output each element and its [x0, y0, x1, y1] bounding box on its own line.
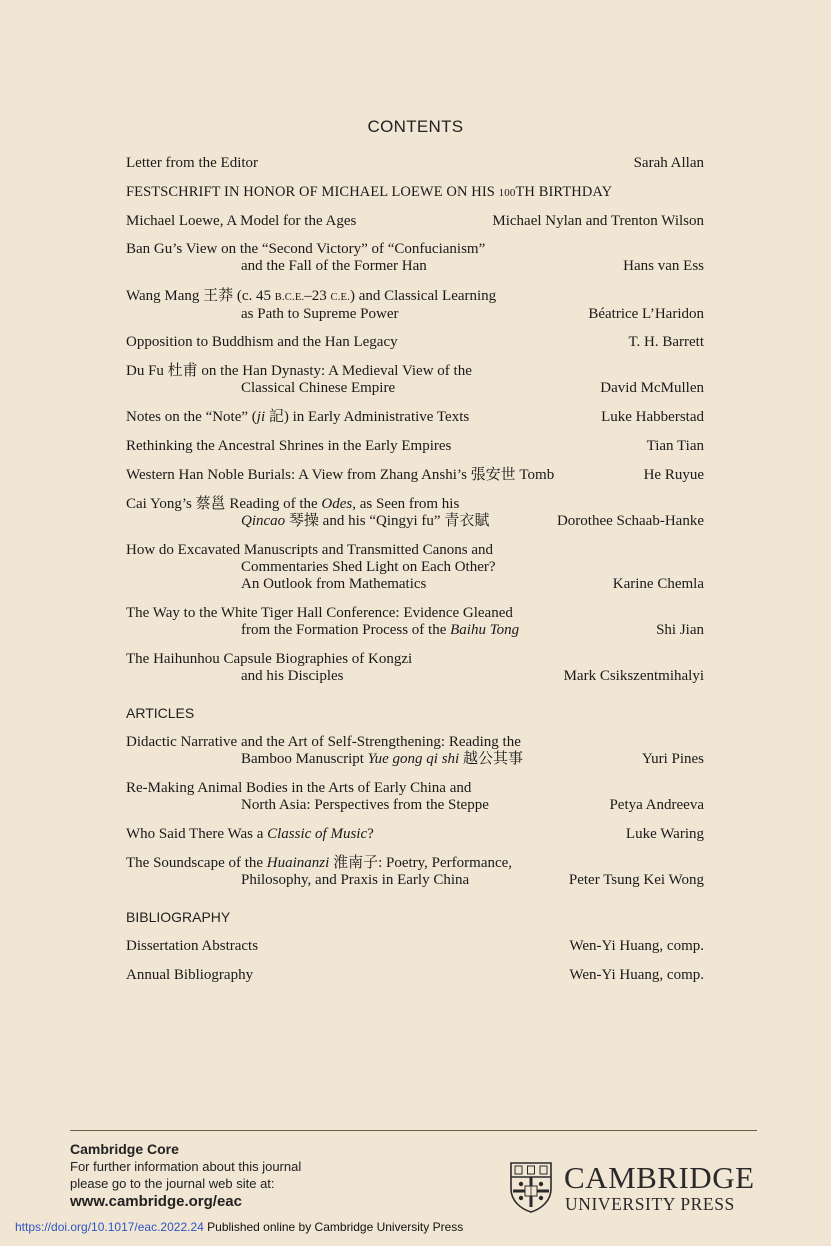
toc-entry-title-cont: Classical Chinese Empire: [241, 380, 396, 396]
toc-entry: [126, 826, 704, 843]
festschrift-prefix: FESTSCHRIFT IN HONOR OF MICHAEL LOEWE ON HIS: [126, 184, 499, 200]
toc-entry-title: Notes on the “Note” (ji 記) in Early Administrative Texts: [126, 409, 470, 425]
toc-entry: [126, 241, 704, 275]
toc-entry-title-cont: Commentaries Shed Light on Each Other?: [241, 559, 496, 575]
toc-entry: [126, 213, 704, 230]
toc-entry-author: Shi Jian: [656, 622, 704, 638]
toc-entry-author: Wen-Yi Huang, comp.: [569, 967, 704, 983]
toc-entry-title: Who Said There Was a Classic of Music?: [126, 826, 374, 842]
festschrift-heading: [126, 184, 612, 201]
toc-entry: [126, 542, 704, 593]
toc-entry-title-cont: as Path to Supreme Power: [241, 306, 399, 322]
toc-entry-title: Western Han Noble Burials: A View from Zhang Anshi’s 張安世 Tomb: [126, 467, 555, 483]
toc-entry-author: Wen-Yi Huang, comp.: [569, 938, 704, 954]
cambridge-university-press-logo: [509, 1161, 759, 1219]
toc-entry: [126, 938, 704, 955]
toc-entry-title: Du Fu 杜甫 on the Han Dynasty: A Medieval View of the: [126, 363, 472, 379]
toc-entry-title: Wang Mang 王莽 (c. 45 B.C.E.–23 C.E.) and Classical Learning: [126, 288, 497, 304]
journal-info: [70, 1140, 301, 1211]
toc-entry-author: Karine Chemla: [612, 576, 704, 592]
toc-entry-title: Michael Loewe, A Model for the Ages: [126, 213, 357, 229]
toc-entry-author: Mark Csikszentmihalyi: [563, 668, 704, 684]
journal-site-link[interactable]: www.cambridge.org/eac: [70, 1193, 242, 1210]
toc-entry: [126, 605, 704, 639]
toc-entry-title: Opposition to Buddhism and the Han Legacy: [126, 334, 398, 350]
toc-entry-title-cont: and the Fall of the Former Han: [241, 258, 427, 274]
toc-entry: [126, 363, 704, 397]
toc-entry-title: The Soundscape of the Huainanzi 淮南子: Poetry, Performance,: [126, 855, 513, 871]
toc-entry-title: How do Excavated Manuscripts and Transmitted Canons and: [126, 542, 494, 558]
publisher-name: CAMBRIDGE: [564, 1160, 755, 1195]
cambridge-core-label: Cambridge Core: [70, 1141, 179, 1157]
festschrift-number: 100: [498, 187, 516, 199]
toc-entry-title-cont: and his Disciples: [241, 668, 344, 684]
toc-entry-author: Yuri Pines: [641, 751, 704, 767]
toc-entry-title: Letter from the Editor: [126, 155, 259, 171]
bibliography-heading: BIBLIOGRAPHY: [126, 909, 231, 925]
toc-entry-title: Rethinking the Ancestral Shrines in the Early Empires: [126, 438, 452, 454]
toc-entry-title: Ban Gu’s View on the “Second Victory” of “Confucianism”: [126, 241, 486, 257]
toc-entry-author: Tian Tian: [646, 438, 704, 454]
toc-entry-editor-letter: [126, 155, 704, 172]
toc-entry-title-cont: North Asia: Perspectives from the Steppe: [241, 797, 489, 813]
toc-entry: [126, 967, 704, 984]
toc-entry-author: Dorothee Schaab-Hanke: [556, 513, 704, 529]
toc-entry: [126, 438, 704, 455]
toc-entry: [126, 734, 704, 768]
toc-entry: [126, 288, 704, 323]
toc-entry: [126, 651, 704, 685]
toc-entry-title-cont: Qincao 琴操 and his “Qingyi fu” 青衣賦: [241, 513, 490, 529]
festschrift-suffix: TH BIRTHDAY: [515, 184, 613, 200]
toc-entry-title: Cai Yong’s 蔡邕 Reading of the Odes, as Seen from his: [126, 496, 460, 512]
toc-entry-author: Petya Andreeva: [609, 797, 704, 813]
toc-entry-author: Michael Nylan and Trenton Wilson: [492, 213, 704, 229]
info-line: please go to the journal web site at:: [70, 1176, 275, 1191]
toc-entry-author: Luke Habberstad: [601, 409, 704, 425]
doi-note: Published online by Cambridge University Press: [203, 1220, 464, 1234]
toc-entry-author: Peter Tsung Kei Wong: [568, 872, 704, 888]
toc-entry-title-cont: from the Formation Process of the Baihu Tong: [241, 622, 520, 638]
toc-entry-title: The Way to the White Tiger Hall Conference: Evidence Gleaned: [126, 605, 513, 621]
info-line: For further information about this journal: [70, 1159, 302, 1174]
toc-entry-title: The Haihunhou Capsule Biographies of Kongzi: [126, 651, 413, 667]
toc-entry-author: T. H. Barrett: [628, 334, 704, 350]
articles-heading: ARTICLES: [126, 705, 195, 721]
toc-entry-author: Sarah Allan: [633, 155, 704, 171]
toc-entry: [126, 780, 704, 814]
toc-entry: [126, 855, 704, 889]
publisher-subtitle: UNIVERSITY PRESS: [565, 1194, 735, 1214]
contents-heading: CONTENTS: [367, 117, 464, 136]
toc-entry-title: Didactic Narrative and the Art of Self-Strengthening: Reading the: [126, 734, 521, 750]
toc-entry-author: David McMullen: [600, 380, 704, 396]
toc-entry: [126, 334, 704, 351]
toc-entry-title-cont: Bamboo Manuscript Yue gong qi shi 越公其事: [241, 751, 523, 767]
toc-entry: [126, 467, 704, 484]
toc-entry-author: Luke Waring: [625, 826, 704, 842]
toc-entry-author: Hans van Ess: [623, 258, 704, 274]
doi-link[interactable]: https://doi.org/10.1017/eac.2022.24: [15, 1220, 204, 1234]
toc-entry-title: Annual Bibliography: [126, 967, 254, 983]
toc-entry: [126, 409, 704, 426]
doi-line: [15, 1220, 463, 1234]
toc-entry-author: Béatrice L’Haridon: [588, 306, 704, 322]
toc-entry-title: Re-Making Animal Bodies in the Arts of Early China and: [126, 780, 472, 796]
cambridge-crest-icon: [509, 1161, 553, 1213]
toc-entry-title-cont: Philosophy, and Praxis in Early China: [241, 872, 470, 888]
toc-entry-title: Dissertation Abstracts: [126, 938, 259, 954]
footer-divider: [70, 1130, 757, 1131]
toc-entry: [126, 496, 704, 530]
toc-entry-author: He Ruyue: [643, 467, 704, 483]
toc-entry-title-cont: An Outlook from Mathematics: [241, 576, 427, 592]
